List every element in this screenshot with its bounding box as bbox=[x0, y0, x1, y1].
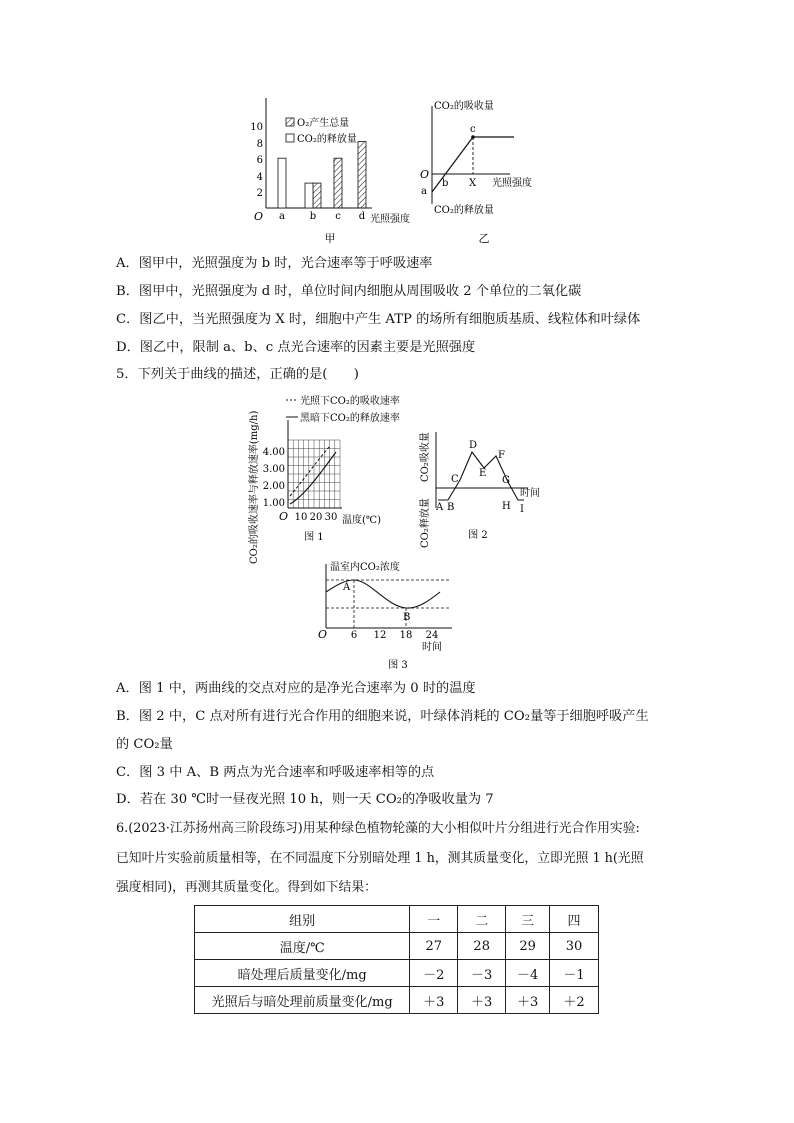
q5-option-b-line1: B．图 2 中，C 点对所有进行光合作用的细胞来说，叶绿体消耗的 CO₂量等于细胞呼吸产生 bbox=[116, 709, 649, 724]
fig2-point-a: A bbox=[436, 502, 444, 513]
fig2-point-g: G bbox=[502, 475, 510, 486]
table-cell: 28 bbox=[458, 933, 506, 960]
jia-xcat-c: c bbox=[335, 211, 341, 222]
fig3-xtick-24: 24 bbox=[425, 630, 439, 641]
q6-stem-line2: 已知叶片实验前质量相等，在不同温度下分别暗处理 1 h，测其质量变化，立即光照 1 h(光照 bbox=[116, 851, 644, 866]
table-cell: 暗处理后质量变化/mg bbox=[195, 960, 410, 987]
jia-bar-co2-a bbox=[278, 158, 286, 208]
yi-point-a-label: a bbox=[421, 186, 427, 197]
fig1-xtick-10: 10 bbox=[294, 512, 308, 523]
fig1-caption: 图 1 bbox=[304, 532, 324, 543]
fig2-point-h: H bbox=[502, 501, 511, 512]
q4-option-b: B．图甲中，光照强度为 d 时，单位时间内细胞从周围吸收 2 个单位的二氧化碳 bbox=[116, 284, 582, 299]
figure-1-svg bbox=[244, 392, 414, 568]
figure-1 bbox=[244, 392, 414, 568]
fig1-ylabel: CO₂的吸收速率与释放速率(mg/h) bbox=[249, 410, 260, 564]
fig2-point-f: F bbox=[498, 450, 505, 461]
fig2-ylabel-top: CO₂吸收量 bbox=[420, 432, 431, 482]
fig2-point-e: E bbox=[479, 468, 487, 479]
fig1-curve-light bbox=[290, 446, 330, 496]
jia-xcat-b: b bbox=[309, 211, 317, 222]
fig3-xtick-18: 18 bbox=[399, 630, 413, 641]
q5-stem: 5．下列关于曲线的描述，正确的是( ) bbox=[116, 367, 359, 382]
figure-3-svg bbox=[316, 558, 466, 674]
table-header-cell: 组别 bbox=[195, 906, 410, 933]
figure-jia-svg bbox=[250, 92, 420, 252]
yi-ylabel-top: CO₂的吸收量 bbox=[434, 101, 494, 112]
table-header-cell: 一 bbox=[410, 906, 458, 933]
fig3-ylabel: 温室内CO₂浓度 bbox=[330, 562, 400, 573]
fig1-xtick-30: 30 bbox=[324, 512, 338, 523]
figure-yi bbox=[418, 96, 558, 252]
fig3-caption: 图 3 bbox=[388, 660, 408, 671]
table-cell: ＋3 bbox=[410, 987, 458, 1014]
yi-point-c-label: c bbox=[470, 124, 476, 135]
table-row bbox=[195, 933, 599, 960]
jia-bars bbox=[278, 142, 366, 208]
jia-legend-hatch-swatch bbox=[286, 118, 294, 126]
q6-result-table bbox=[194, 905, 599, 1014]
fig2-caption: 图 2 bbox=[468, 530, 488, 541]
yi-origin: O bbox=[420, 168, 430, 181]
fig3-point-a: A bbox=[343, 582, 351, 593]
table-cell: 光照后与暗处理前质量变化/mg bbox=[195, 987, 410, 1014]
jia-caption: 甲 bbox=[324, 232, 336, 245]
jia-legend-empty-swatch bbox=[286, 134, 294, 142]
table-header-row bbox=[195, 906, 599, 933]
table-cell: 27 bbox=[410, 933, 458, 960]
jia-ytick-10: 10 bbox=[250, 122, 263, 133]
q5-option-c: C．图 3 中 A、B 两点为光合速率和呼吸速率相等的点 bbox=[116, 765, 435, 780]
jia-bar-o2-b bbox=[313, 183, 321, 208]
table-cell: －1 bbox=[550, 960, 599, 987]
yi-caption: 乙 bbox=[478, 232, 490, 245]
yi-point-b-label: b bbox=[442, 178, 449, 189]
figure-2 bbox=[416, 428, 556, 552]
fig1-ytick-4: 4.00 bbox=[262, 447, 285, 458]
fig3-point-b: B bbox=[403, 612, 411, 623]
jia-ytick-8: 8 bbox=[256, 139, 263, 150]
fig2-xlabel: 时间 bbox=[520, 488, 540, 499]
fig2-ylabel-bottom: CO₂释放量 bbox=[420, 498, 431, 548]
q6-stem-line3: 强度相同)，再测其质量变化。得到如下结果： bbox=[116, 880, 377, 895]
jia-xcat-a: a bbox=[279, 211, 285, 222]
q5-option-b-line2: 的 CO₂量 bbox=[116, 737, 173, 752]
fig1-ytick-2: 2.00 bbox=[262, 481, 285, 492]
fig1-legend-dashed: 光照下CO₂的吸收速率 bbox=[300, 396, 400, 407]
jia-bar-o2-c bbox=[334, 158, 342, 208]
q5-option-a: A．图 1 中，两曲线的交点对应的是净光合速率为 0 时的温度 bbox=[116, 681, 476, 696]
q5-option-d: D．若在 30 ℃时一昼夜光照 10 h，则一天 CO₂的净吸收量为 7 bbox=[116, 792, 494, 807]
fig3-xlabel: 时间 bbox=[422, 642, 442, 653]
table-cell: ＋3 bbox=[458, 987, 506, 1014]
q4-option-d: D．图乙中，限制 a、b、c 点光合速率的因素主要是光照强度 bbox=[116, 340, 476, 355]
table-cell: ＋3 bbox=[506, 987, 550, 1014]
fig1-legend-solid: 黑暗下CO₂的释放速率 bbox=[300, 413, 400, 424]
table-cell: －3 bbox=[458, 960, 506, 987]
table-cell: 温度/℃ bbox=[195, 933, 410, 960]
jia-origin: O bbox=[254, 210, 264, 223]
jia-ytick-2: 2 bbox=[256, 188, 263, 199]
fig1-grid bbox=[288, 440, 340, 508]
yi-point-x-label: X bbox=[469, 178, 477, 189]
table-cell: 29 bbox=[506, 933, 550, 960]
table-cell: －4 bbox=[506, 960, 550, 987]
fig1-ytick-1: 1.00 bbox=[262, 498, 285, 509]
jia-legend-o2: O₂产生总量 bbox=[297, 118, 350, 129]
table-cell: －2 bbox=[410, 960, 458, 987]
fig1-ytick-3: 3.00 bbox=[262, 464, 285, 475]
table-header-cell: 四 bbox=[550, 906, 599, 933]
fig3-origin: O bbox=[318, 628, 328, 641]
jia-legend-co2: CO₂的释放量 bbox=[297, 134, 357, 145]
fig3-xtick-6: 6 bbox=[350, 630, 358, 641]
yi-ylabel-bottom: CO₂的释放量 bbox=[434, 205, 494, 216]
fig1-xtick-20: 20 bbox=[309, 512, 323, 523]
figure-2-svg bbox=[416, 428, 556, 552]
fig3-xtick-12: 12 bbox=[373, 630, 387, 641]
yi-point-c bbox=[471, 135, 475, 139]
q4-option-c: C．图乙中，当光照强度为 X 时，细胞中产生 ATP 的场所有细胞质基质、线粒体和叶绿体 bbox=[116, 312, 641, 327]
figure-yi-svg bbox=[418, 96, 558, 252]
q6-stem-line1: 6.(2023·江苏扬州高三阶段练习)用某种绿色植物轮藻的大小相似叶片分组进行光合作用实验: bbox=[116, 821, 640, 836]
figure-3 bbox=[316, 558, 466, 674]
fig1-curve-dark bbox=[290, 452, 336, 504]
jia-xlabel: 光照强度 bbox=[370, 214, 410, 225]
jia-bar-o2-d bbox=[358, 142, 366, 208]
q4-option-a: A．图甲中，光照强度为 b 时，光合速率等于呼吸速率 bbox=[116, 256, 433, 271]
fig2-point-b: B bbox=[447, 502, 455, 513]
table-row bbox=[195, 987, 599, 1014]
table-header-cell: 三 bbox=[506, 906, 550, 933]
fig1-xlabel: 温度(℃) bbox=[342, 515, 381, 526]
jia-ytick-4: 4 bbox=[256, 172, 263, 183]
fig1-origin: O bbox=[279, 510, 289, 523]
figure-jia bbox=[250, 92, 420, 252]
table-row bbox=[195, 960, 599, 987]
jia-xcat-d: d bbox=[358, 211, 366, 222]
fig2-point-i: I bbox=[520, 504, 524, 515]
fig2-point-d: D bbox=[469, 440, 478, 451]
jia-ytick-6: 6 bbox=[256, 155, 263, 166]
table-header-cell: 二 bbox=[458, 906, 506, 933]
table-cell: ＋2 bbox=[550, 987, 599, 1014]
jia-bar-co2-b bbox=[305, 183, 313, 208]
fig2-point-c: C bbox=[451, 474, 459, 485]
table-cell: 30 bbox=[550, 933, 599, 960]
yi-xlabel: 光照强度 bbox=[492, 178, 532, 189]
yi-curve-rise bbox=[432, 137, 473, 192]
